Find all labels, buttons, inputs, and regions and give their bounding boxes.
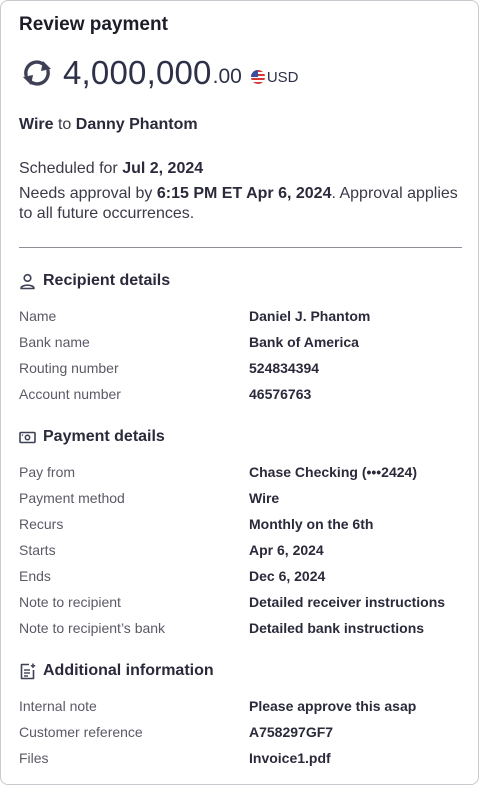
detail-row xyxy=(19,698,459,718)
payment-details-heading xyxy=(19,428,165,446)
detail-label: Routing number xyxy=(19,360,119,376)
section-title: Payment details xyxy=(43,428,165,445)
document-add-icon xyxy=(19,663,36,680)
detail-row xyxy=(19,308,459,328)
detail-row xyxy=(19,334,459,354)
divider xyxy=(19,247,462,248)
recurring-arrows-icon xyxy=(19,55,55,91)
detail-label: Name xyxy=(19,308,57,324)
detail-row xyxy=(19,594,459,614)
detail-value: Wire xyxy=(249,490,280,506)
money-icon xyxy=(19,429,36,446)
scheduled-date: Jul 2, 2024 xyxy=(122,160,204,177)
scheduled-line xyxy=(19,160,203,178)
recipient-name-text: Danny Phantom xyxy=(75,116,198,133)
detail-value: A758297GF7 xyxy=(249,724,334,740)
detail-value: Daniel J. Phantom xyxy=(249,308,371,324)
file-link[interactable]: Invoice1.pdf xyxy=(249,750,331,766)
approval-prefix: Needs approval by xyxy=(19,185,153,202)
detail-value: Monthly on the 6th xyxy=(249,516,374,532)
detail-label: Internal note xyxy=(19,698,97,714)
detail-row xyxy=(19,568,459,588)
detail-row xyxy=(19,620,459,640)
detail-value: Detailed bank instructions xyxy=(249,620,425,636)
amount-cents: .00 xyxy=(212,65,242,88)
detail-value: 46576763 xyxy=(249,386,312,402)
page-title: Review payment xyxy=(19,14,168,35)
detail-row xyxy=(19,750,459,770)
approval-deadline: 6:15 PM ET Apr 6, 2024 xyxy=(156,185,332,202)
detail-label: Ends xyxy=(19,568,51,584)
to-word: to xyxy=(57,116,72,133)
detail-label: Starts xyxy=(19,542,56,558)
approval-line xyxy=(19,184,459,224)
detail-label: Customer reference xyxy=(19,724,143,740)
detail-value: Please approve this asap xyxy=(249,698,417,714)
detail-label: Note to recipient’s bank xyxy=(19,620,166,636)
detail-value: Apr 6, 2024 xyxy=(249,542,324,558)
section-title: Additional information xyxy=(43,662,214,679)
detail-label: Pay from xyxy=(19,464,76,480)
recipient-details-heading xyxy=(19,272,170,290)
detail-label: Account number xyxy=(19,386,121,402)
additional-information-heading xyxy=(19,662,214,680)
payment-method-text: Wire xyxy=(19,116,54,133)
currency-badge xyxy=(251,61,299,86)
detail-value: Detailed receiver instructions xyxy=(249,594,446,610)
detail-row xyxy=(19,386,459,406)
transfer-summary xyxy=(19,116,198,134)
detail-label: Files xyxy=(19,750,49,766)
detail-value: Bank of America xyxy=(249,334,359,350)
person-icon xyxy=(19,273,36,290)
detail-label: Bank name xyxy=(19,334,90,350)
detail-value: Chase Checking (•••2424) xyxy=(249,464,417,480)
detail-row xyxy=(19,360,459,380)
us-flag-icon xyxy=(251,70,265,84)
amount-row xyxy=(19,51,298,95)
scheduled-prefix: Scheduled for xyxy=(19,160,118,177)
detail-row xyxy=(19,464,459,484)
detail-row xyxy=(19,724,459,744)
detail-label: Note to recipient xyxy=(19,594,121,610)
approval-suffix: . Approval applies to all future occurrences. xyxy=(19,185,458,222)
detail-row xyxy=(19,542,459,562)
detail-row xyxy=(19,516,459,536)
detail-label: Payment method xyxy=(19,490,125,506)
detail-value: Dec 6, 2024 xyxy=(249,568,326,584)
detail-label: Recurs xyxy=(19,516,64,532)
currency-code: USD xyxy=(266,68,299,86)
amount-value: 4,000,000 xyxy=(63,54,212,91)
detail-value: 524834394 xyxy=(249,360,320,376)
section-title: Recipient details xyxy=(43,272,171,289)
detail-row xyxy=(19,490,459,510)
